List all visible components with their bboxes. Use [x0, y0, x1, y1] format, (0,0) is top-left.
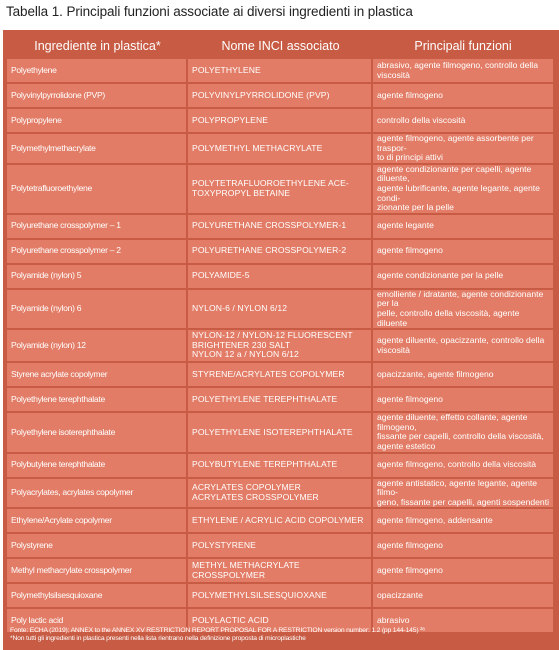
cell-functions: emolliente / idratante, agente condizionante per la pelle, controllo della viscosità, agente diluente — [373, 290, 553, 328]
cell-ingredient: Polymethylmethacrylate — [7, 134, 188, 163]
cell-inci-name: POLYMETHYL METHACRYLATE — [188, 134, 373, 163]
cell-inci-name: ETHYLENE / ACRYLIC ACID COPOLYMER — [188, 509, 373, 532]
cell-functions: agente filmogeno, addensante — [373, 509, 553, 532]
cell-ingredient: Polyurethane crosspolymer – 1 — [7, 215, 188, 238]
cell-inci-name: POLYETHYLENE TEREPHTHALATE — [188, 388, 373, 411]
table-row — [7, 584, 553, 607]
cell-inci-name: POLYAMIDE-5 — [188, 265, 373, 288]
cell-ingredient: Ethylene/Acrylate copolymer — [7, 509, 188, 532]
cell-inci-name: NYLON-12 / NYLON-12 FLUORESCENT BRIGHTENER 230 SALT NYLON 12 a / NYLON 6/12 — [188, 330, 373, 361]
column-header-ingredient: Ingrediente in plastica* — [34, 39, 161, 53]
cell-inci-name: POLYMETHYLSILSESQUIOXANE — [188, 584, 373, 607]
table-row — [7, 109, 553, 132]
cell-ingredient: Polyvinylpyrrolidone (PVP) — [7, 84, 188, 107]
table-row — [7, 59, 553, 82]
cell-ingredient: Polyethylene terephthalate — [7, 388, 188, 411]
cell-inci-name: ACRYLATES COPOLYMER ACRYLATES CROSSPOLYMER — [188, 479, 373, 508]
table-row — [7, 330, 553, 361]
cell-functions: agente condizionante per capelli, agente diluente, agente lubrificante, agente legante, agente condi- zionante per la pelle — [373, 165, 553, 213]
ingredients-table — [7, 33, 553, 634]
cell-functions: agente filmogeno — [373, 388, 553, 411]
cell-inci-name: POLYBUTYLENE TEREPHTHALATE — [188, 454, 373, 477]
cell-ingredient: Polyamide (nylon) 5 — [7, 265, 188, 288]
cell-ingredient: Polyamide (nylon) 12 — [7, 330, 188, 361]
cell-ingredient: Poly lactic acid — [7, 609, 188, 632]
table-header-row — [7, 35, 553, 57]
cell-functions: abrasivo — [373, 609, 553, 632]
asterisk-note: *Non tutti gli ingredienti in plastica presenti nella lista rientrano nella definizione proposta di microplastiche — [10, 635, 306, 642]
table-row — [7, 559, 553, 582]
cell-ingredient: Polypropylene — [7, 109, 188, 132]
cell-functions: abrasivo, agente filmogeno, controllo della viscosità — [373, 59, 553, 82]
cell-functions: agente filmogeno — [373, 559, 553, 582]
cell-ingredient: Polybutylene terephthalate — [7, 454, 188, 477]
table-row — [7, 265, 553, 288]
table-row — [7, 240, 553, 263]
cell-inci-name: POLYTETRAFLUOROETHYLENE ACE- TOXYPROPYL BETAINE — [188, 165, 373, 213]
cell-inci-name: POLYETHYLENE — [188, 59, 373, 82]
table-row — [7, 388, 553, 411]
cell-inci-name: NYLON-6 / NYLON 6/12 — [188, 290, 373, 328]
footnotes — [10, 627, 555, 643]
table-row — [7, 479, 553, 508]
cell-ingredient: Polystyrene — [7, 534, 188, 557]
cell-inci-name: POLYPROPYLENE — [188, 109, 373, 132]
cell-ingredient: Polyethylene — [7, 59, 188, 82]
table-row — [7, 290, 553, 328]
table-row — [7, 134, 553, 163]
cell-functions: agente antistatico, agente legante, agente filmo- geno, fissante per capelli, agenti sospendenti — [373, 479, 553, 508]
cell-ingredient: Methyl methacrylate crosspolymer — [7, 559, 188, 582]
cell-functions: agente filmogeno, controllo della viscosità — [373, 454, 553, 477]
table-row — [7, 454, 553, 477]
table-row — [7, 413, 553, 451]
cell-functions: opacizzante — [373, 584, 553, 607]
cell-inci-name: POLYURETHANE CROSSPOLYMER-1 — [188, 215, 373, 238]
cell-inci-name: POLYURETHANE CROSSPOLYMER-2 — [188, 240, 373, 263]
table-row — [7, 84, 553, 107]
cell-inci-name: POLYVINYLPYRROLIDONE (PVP) — [188, 84, 373, 107]
table-row — [7, 215, 553, 238]
cell-inci-name: STYRENE/ACRYLATES COPOLYMER — [188, 363, 373, 386]
cell-ingredient: Polyamide (nylon) 6 — [7, 290, 188, 328]
table-row — [7, 509, 553, 532]
cell-functions: controllo della viscosità — [373, 109, 553, 132]
cell-functions: agente legante — [373, 215, 553, 238]
table-title: Tabella 1. Principali funzioni associate ai diversi ingredienti in plastica — [6, 4, 413, 19]
cell-functions: agente filmogeno — [373, 84, 553, 107]
cell-functions: agente diluente, opacizzante, controllo della viscosità — [373, 330, 553, 361]
source-note: Fonte: ECHA (2019); ANNEX to the ANNEX XV RESTRICTION REPORT PROPOSAL FOR A RESTRICTION version number: 1.2 (pp 144-145) ²⁸ — [10, 627, 425, 634]
table-row — [7, 165, 553, 213]
cell-functions: agente filmogeno, agente assorbente per traspor- to di principi attivi — [373, 134, 553, 163]
cell-functions: agente filmogeno — [373, 240, 553, 263]
table-row — [7, 534, 553, 557]
cell-ingredient: Polyethylene isoterephthalate — [7, 413, 188, 451]
table-row — [7, 363, 553, 386]
cell-ingredient: Polymethylsilsesquioxane — [7, 584, 188, 607]
cell-functions: agente filmogeno — [373, 534, 553, 557]
cell-inci-name: METHYL METHACRYLATE CROSSPOLYMER — [188, 559, 373, 582]
column-header-inci-name: Nome INCI associato — [221, 39, 340, 53]
cell-functions: opacizzante, agente filmogeno — [373, 363, 553, 386]
cell-inci-name: POLYSTYRENE — [188, 534, 373, 557]
cell-inci-name: POLYETHYLENE ISOTEREPHTHALATE — [188, 413, 373, 451]
column-header-functions: Principali funzioni — [414, 39, 512, 53]
cell-ingredient: Polyacrylates, acrylates copolymer — [7, 479, 188, 508]
cell-ingredient: Styrene acrylate copolymer — [7, 363, 188, 386]
cell-functions: agente diluente, effetto collante, agente filmogeno, fissante per capelli, controllo della viscosità, agente estetico — [373, 413, 553, 451]
cell-ingredient: Polyurethane crosspolymer – 2 — [7, 240, 188, 263]
cell-inci-name: POLYLACTIC ACID — [188, 609, 373, 632]
cell-ingredient: Polytetrafluoroethylene — [7, 165, 188, 213]
cell-functions: agente condizionante per la pelle — [373, 265, 553, 288]
